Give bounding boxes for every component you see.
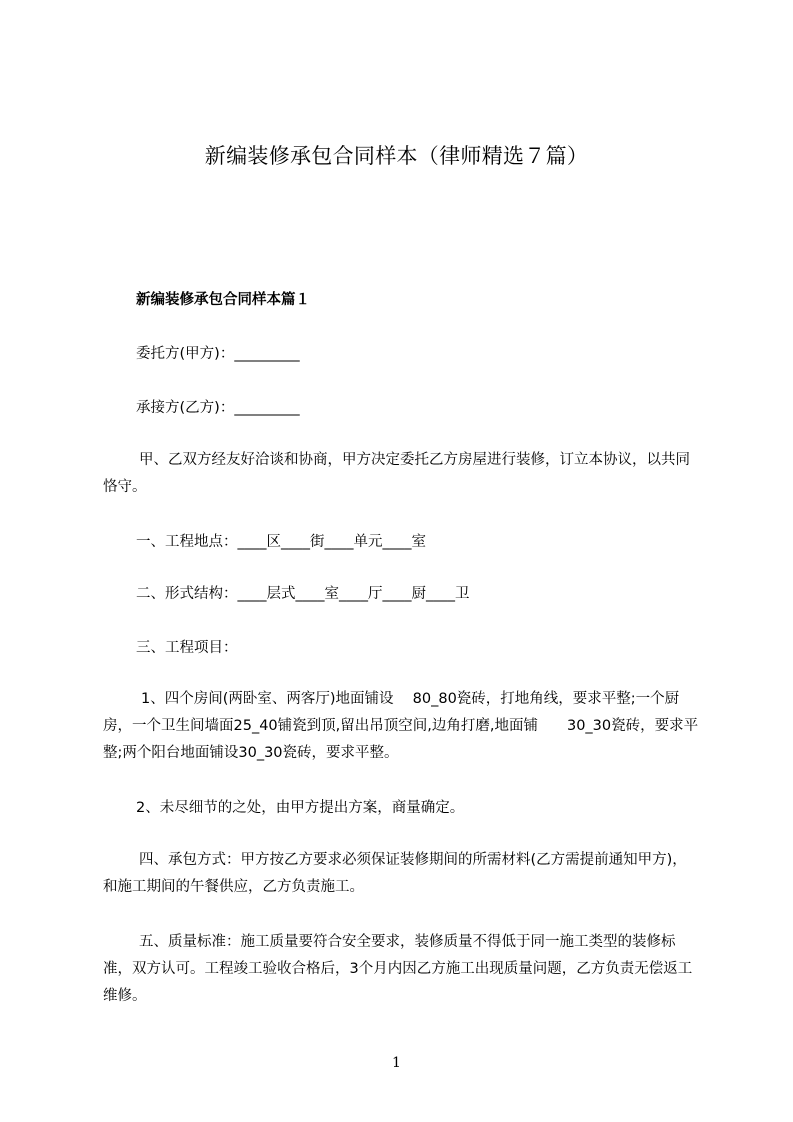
project-item-2: 2、未尽细节的之处，由甲方提出方案，商量确定。 xyxy=(136,800,465,816)
clause-structure: 二、形式结构：____层式____室____厅____厨____卫 xyxy=(136,586,470,602)
intro-paragraph: 甲、乙双方经友好洽谈和协商，甲方决定委托乙方房屋进行装修，订立本协议，以共同恪守。 xyxy=(103,452,690,495)
clause-project: 三、工程项目： xyxy=(136,640,238,656)
document-title: 新编装修承包合同样本（律师精选７篇） xyxy=(204,144,589,168)
party-a-line: 委托方(甲方)：_________ xyxy=(136,346,300,362)
project-item-1: 1、四个房间(两卧室、两客厅)地面铺设 80_80瓷砖，打地角线，要求平整;一个厨房，一个卫生间墙面25_40铺瓷到顶,留出吊顶空间,边角打磨,地面铺 30_30瓷砖，要求平整;两个阳台地面铺设30_30瓷砖，要求平整。 xyxy=(103,691,699,761)
party-b-line: 承接方(乙方)：_________ xyxy=(136,400,300,416)
section-heading: 新编装修承包合同样本篇１ xyxy=(136,292,310,308)
clause-location: 一、工程地点：____区____街____单元____室 xyxy=(136,534,426,550)
clause-contract-method: 四、承包方式：甲方按乙方要求必须保证装修期间的所需材料(乙方需提前通知甲方)，和施工期间的午餐供应，乙方负责施工。 xyxy=(103,852,687,895)
page-number: 1 xyxy=(392,1055,401,1071)
clause-quality-standard: 五、质量标准：施工质量要符合安全要求，装修质量不得低于同一施工类型的装修标准，双方认可。工程竣工验收合格后，3个月内因乙方施工出现质量问题，乙方负责无偿返工维修。 xyxy=(103,934,693,1004)
